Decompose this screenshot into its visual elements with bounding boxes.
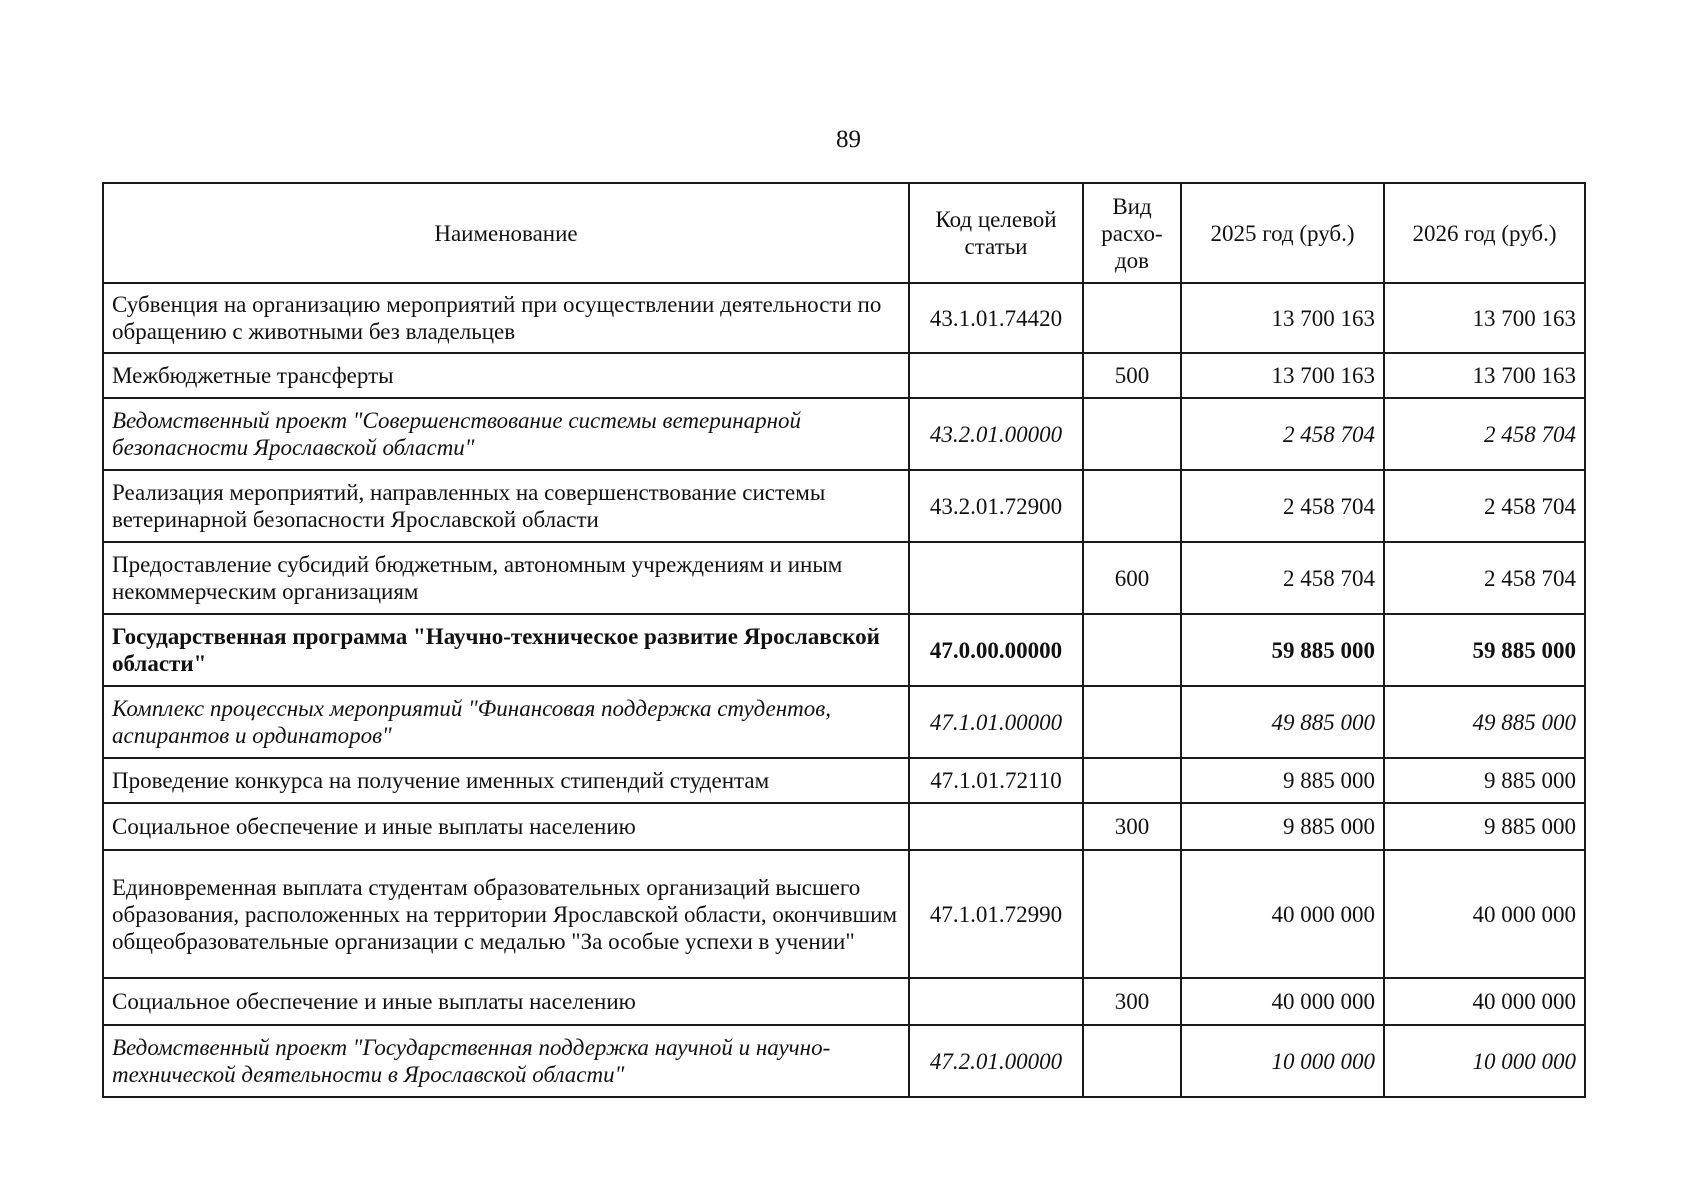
cell-name: Ведомственный проект "Государственная поддержка научной и научно-технической деятельности в Ярославской области" (103, 1025, 909, 1097)
cell-name: Субвенция на организацию мероприятий при осуществлении деятельности по обращению с животными без владельцев (103, 283, 909, 353)
cell-code: 43.2.01.00000 (909, 398, 1083, 470)
cell-expense-type (1083, 470, 1181, 542)
cell-code (909, 978, 1083, 1025)
header-code: Код целевой статьи (909, 183, 1083, 283)
cell-expense-type: 300 (1083, 978, 1181, 1025)
cell-code (909, 353, 1083, 398)
cell-code: 47.2.01.00000 (909, 1025, 1083, 1097)
cell-2025: 2 458 704 (1181, 398, 1384, 470)
cell-code: 43.2.01.72900 (909, 470, 1083, 542)
cell-name: Реализация мероприятий, направленных на совершенствование системы ветеринарной безопасности Ярославской области (103, 470, 909, 542)
cell-name: Предоставление субсидий бюджетным, автономным учреждениям и иным некоммерческим организациям (103, 542, 909, 614)
cell-name: Межбюджетные трансферты (103, 353, 909, 398)
cell-name: Социальное обеспечение и иные выплаты населению (103, 803, 909, 850)
table-header-row (103, 183, 1585, 283)
table-row (103, 353, 1585, 398)
cell-2025: 9 885 000 (1181, 803, 1384, 850)
cell-2026: 49 885 000 (1384, 686, 1585, 758)
cell-2026: 9 885 000 (1384, 758, 1585, 803)
table-row (103, 850, 1585, 978)
cell-name: Ведомственный проект "Совершенствование системы ветеринарной безопасности Ярославской области" (103, 398, 909, 470)
cell-code (909, 803, 1083, 850)
cell-code: 47.1.01.00000 (909, 686, 1083, 758)
cell-expense-type (1083, 614, 1181, 686)
cell-name: Комплекс процессных мероприятий "Финансовая поддержка студентов, аспирантов и ординаторов" (103, 686, 909, 758)
header-name: Наименование (103, 183, 909, 283)
cell-name: Государственная программа "Научно-техническое развитие Ярославской области" (103, 614, 909, 686)
cell-2026: 2 458 704 (1384, 470, 1585, 542)
cell-2026: 13 700 163 (1384, 283, 1585, 353)
cell-expense-type (1083, 1025, 1181, 1097)
cell-expense-type (1083, 758, 1181, 803)
cell-2025: 9 885 000 (1181, 758, 1384, 803)
cell-2026: 59 885 000 (1384, 614, 1585, 686)
cell-2026: 9 885 000 (1384, 803, 1585, 850)
cell-2025: 10 000 000 (1181, 1025, 1384, 1097)
cell-code: 47.0.00.00000 (909, 614, 1083, 686)
table-body (103, 283, 1585, 1097)
table-row (103, 686, 1585, 758)
cell-2025: 49 885 000 (1181, 686, 1384, 758)
cell-expense-type (1083, 850, 1181, 978)
table-row (103, 614, 1585, 686)
header-2026: 2026 год (руб.) (1384, 183, 1585, 283)
cell-expense-type (1083, 398, 1181, 470)
table-row (103, 542, 1585, 614)
table-row (103, 758, 1585, 803)
cell-2025: 40 000 000 (1181, 850, 1384, 978)
cell-code: 47.1.01.72110 (909, 758, 1083, 803)
cell-expense-type (1083, 283, 1181, 353)
cell-2026: 2 458 704 (1384, 542, 1585, 614)
cell-2025: 2 458 704 (1181, 542, 1384, 614)
cell-2026: 13 700 163 (1384, 353, 1585, 398)
header-2025: 2025 год (руб.) (1181, 183, 1384, 283)
cell-2026: 40 000 000 (1384, 978, 1585, 1025)
budget-table (102, 182, 1586, 1098)
cell-name: Проведение конкурса на получение именных стипендий студентам (103, 758, 909, 803)
cell-2025: 13 700 163 (1181, 353, 1384, 398)
cell-name: Социальное обеспечение и иные выплаты населению (103, 978, 909, 1025)
cell-2026: 10 000 000 (1384, 1025, 1585, 1097)
table-row (103, 283, 1585, 353)
cell-2025: 13 700 163 (1181, 283, 1384, 353)
cell-name: Единовременная выплата студентам образовательных организаций высшего образования, расположенных на территории Ярославской области, окончившим общеобразовательные организации с медалью "За особые успехи в учении" (103, 850, 909, 978)
cell-2025: 2 458 704 (1181, 470, 1384, 542)
table-row (103, 1025, 1585, 1097)
page-number: 89 (836, 126, 861, 153)
header-kind: Вид расхо-дов (1083, 183, 1181, 283)
table-row (103, 470, 1585, 542)
cell-code: 43.1.01.74420 (909, 283, 1083, 353)
cell-expense-type: 500 (1083, 353, 1181, 398)
cell-2025: 59 885 000 (1181, 614, 1384, 686)
table-row (103, 803, 1585, 850)
table-row (103, 398, 1585, 470)
table-row (103, 978, 1585, 1025)
cell-expense-type: 300 (1083, 803, 1181, 850)
cell-expense-type (1083, 686, 1181, 758)
cell-2025: 40 000 000 (1181, 978, 1384, 1025)
cell-expense-type: 600 (1083, 542, 1181, 614)
cell-code (909, 542, 1083, 614)
cell-2026: 40 000 000 (1384, 850, 1585, 978)
cell-2026: 2 458 704 (1384, 398, 1585, 470)
cell-code: 47.1.01.72990 (909, 850, 1083, 978)
